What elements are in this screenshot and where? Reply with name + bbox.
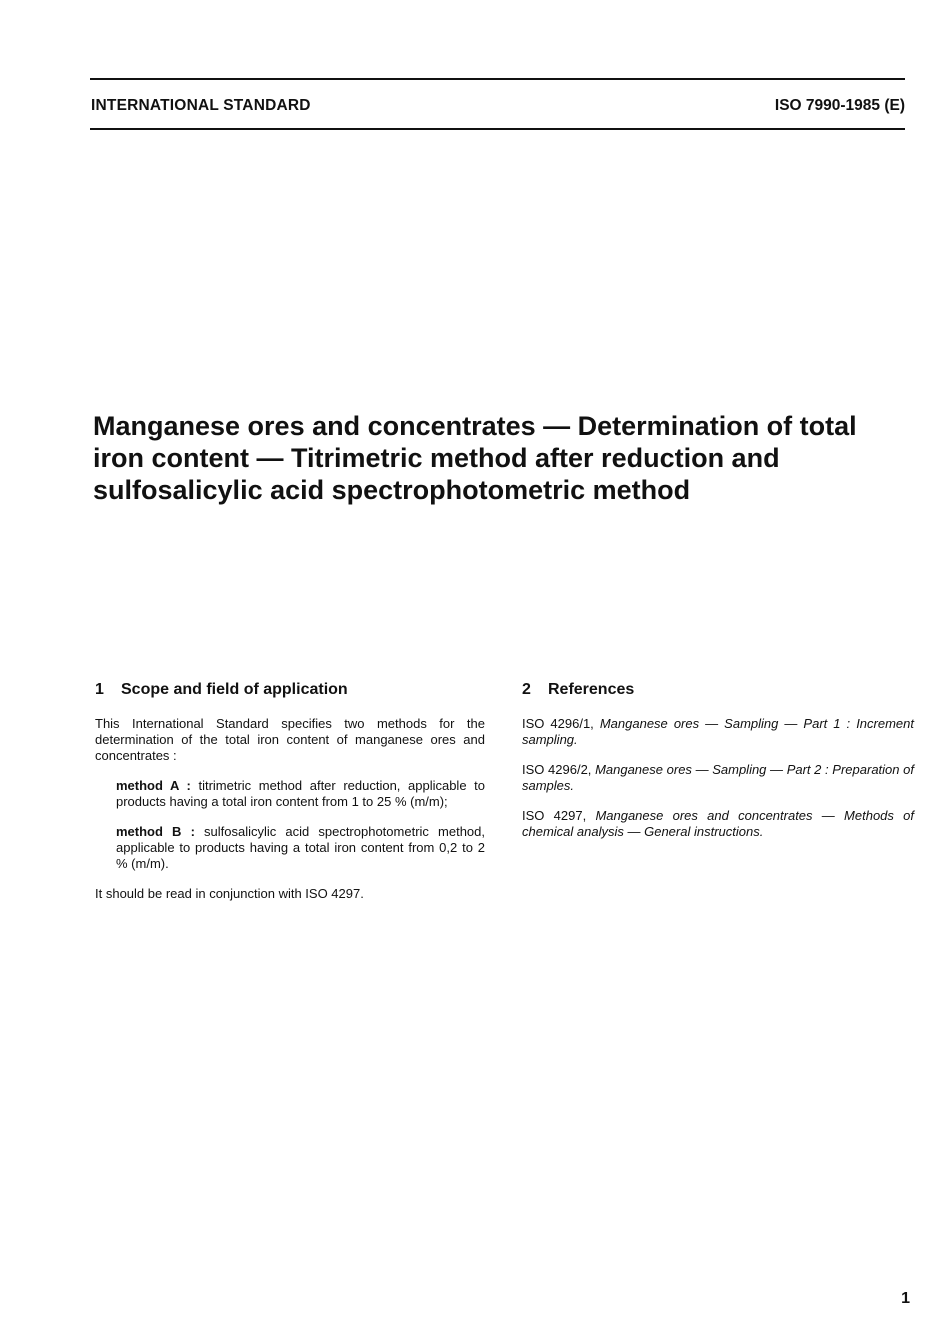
reference-item <box>522 762 914 794</box>
method-a-text: titrimetric method after reduction, applicable to products having a total iron content from 1 to 25 % (m/m); <box>116 778 485 809</box>
section-references <box>522 680 914 854</box>
header-bottom-rule <box>90 128 905 130</box>
document-type-label: INTERNATIONAL STANDARD <box>91 97 311 114</box>
reference-code: ISO 4297, <box>522 808 596 823</box>
method-a <box>95 778 485 810</box>
method-b-label: method B : <box>116 824 195 839</box>
reference-title: Manganese ores and concentrates — Methods of chemical analysis — General instructions. <box>522 808 914 839</box>
method-b <box>95 824 485 872</box>
reference-code: ISO 4296/2, <box>522 762 596 777</box>
section-number: 2 <box>522 681 531 698</box>
section-heading-scope <box>95 680 485 700</box>
header-top-rule <box>90 78 905 80</box>
reference-code: ISO 4296/1, <box>522 716 600 731</box>
section-heading-references <box>522 680 914 700</box>
scope-intro: This International Standard specifies two methods for the determination of the total iron content of manganese ores and concentrates : <box>95 716 485 763</box>
section-title: Scope and field of application <box>121 681 348 698</box>
scope-closing: It should be read in conjunction with ISO 4297. <box>95 886 364 901</box>
method-a-label: method A : <box>116 778 191 793</box>
reference-item <box>522 808 914 840</box>
reference-title: Manganese ores — Sampling — Part 2 : Preparation of samples. <box>522 762 914 793</box>
section-title: References <box>548 681 635 698</box>
section-scope <box>95 680 485 916</box>
page-number: 1 <box>901 1290 910 1307</box>
method-b-text: sulfosalicylic acid spectrophotometric method, applicable to products having a total iron content from 0,2 to 2 % (m/m). <box>116 824 485 871</box>
section-number: 1 <box>95 681 104 698</box>
standard-number: ISO 7990-1985 (E) <box>774 97 905 114</box>
reference-title: Manganese ores — Sampling — Part 1 : Increment sampling. <box>522 716 914 747</box>
reference-item <box>522 716 914 748</box>
document-title: Manganese ores and concentrates — Determination of total iron content — Titrimetric method after reduction and sulfosalicylic acid spectrophotometric method <box>93 411 857 505</box>
